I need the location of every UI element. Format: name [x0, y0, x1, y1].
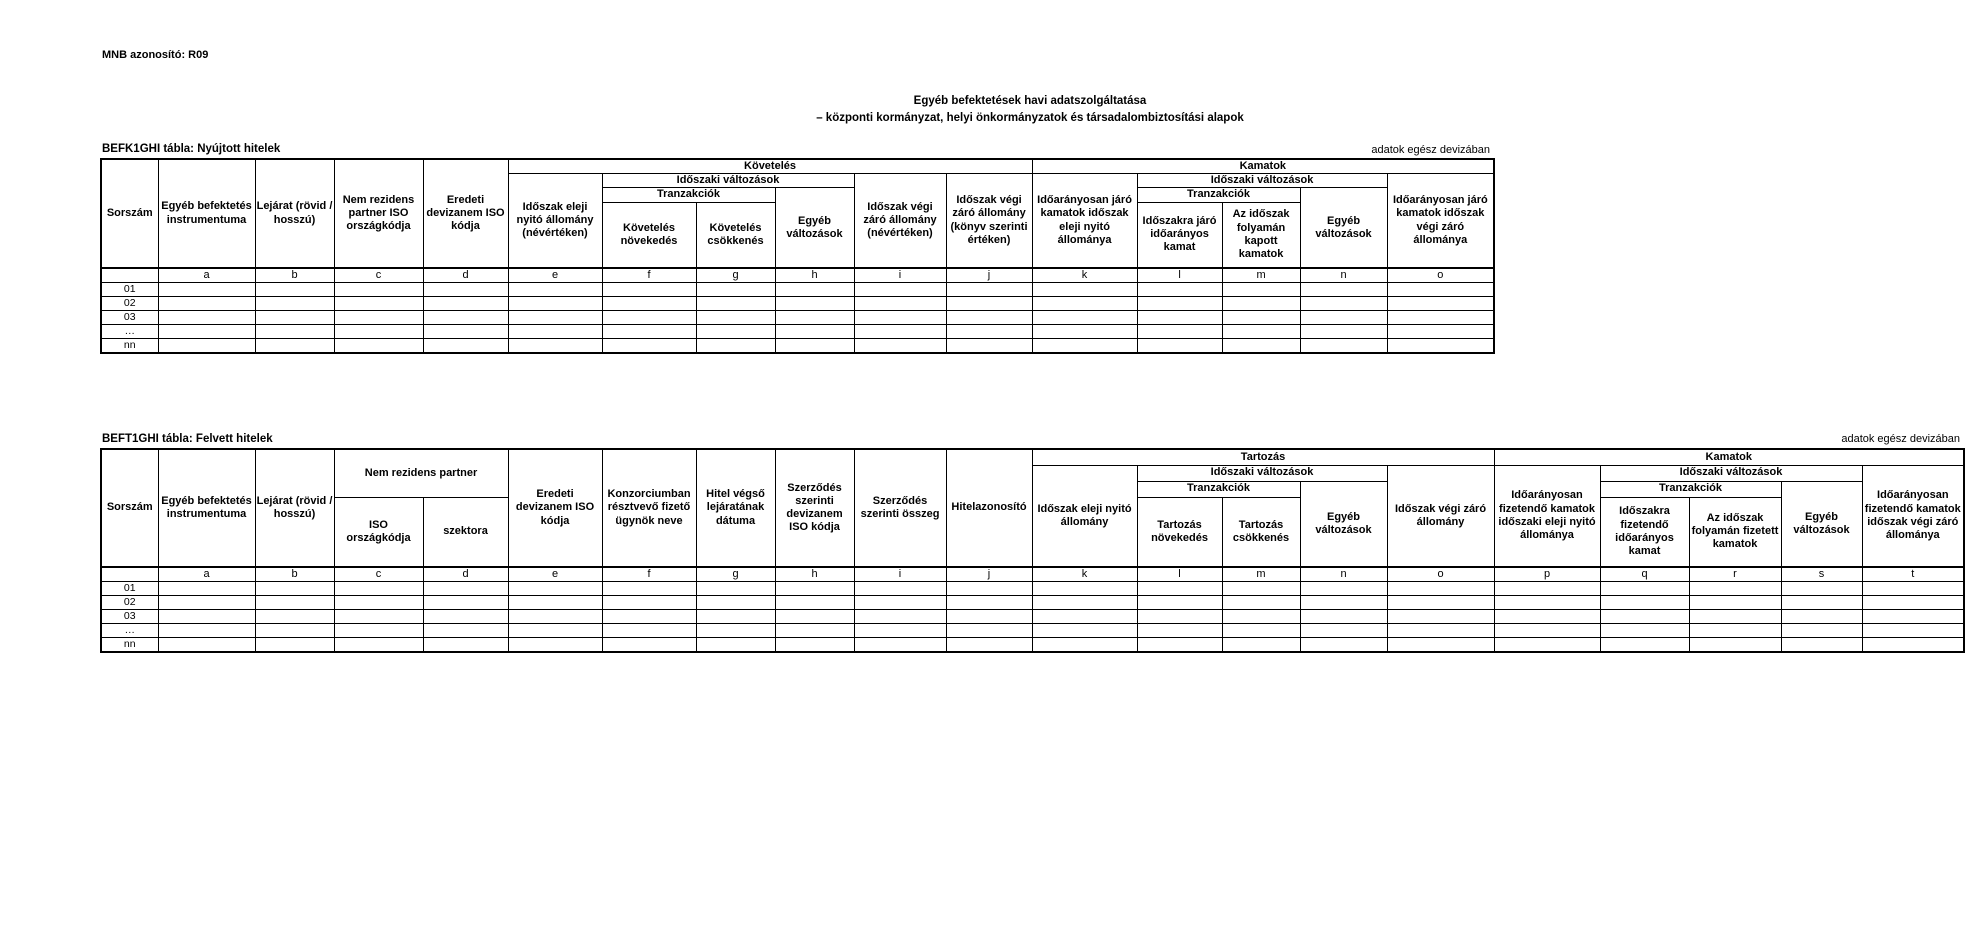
t2-cell[interactable]: [1689, 624, 1781, 638]
t2-cell[interactable]: [1781, 596, 1862, 610]
t2-cell[interactable]: [158, 624, 255, 638]
t2-h-j: Hitelazonosító: [946, 449, 1032, 567]
t1-idoszaki: Időszaki változások: [602, 174, 854, 188]
t2-cell[interactable]: [158, 582, 255, 596]
t1-cell[interactable]: [1387, 297, 1494, 311]
t2-cell[interactable]: [508, 624, 602, 638]
t2-cell[interactable]: [508, 582, 602, 596]
t1-h-a: Egyéb befektetés instrumentuma: [158, 159, 255, 268]
t2-cell[interactable]: [696, 610, 775, 624]
t1-h-d: Eredeti devizanem ISO kódja: [423, 159, 508, 268]
t1-tranz-kamat: Tranzakciók: [1137, 188, 1300, 202]
t1-cell[interactable]: [423, 283, 508, 297]
t1-letter: i: [854, 268, 946, 283]
t2-row-number: nn: [101, 638, 158, 652]
t1-h-e: Időszak eleji nyitó állomány (névértéken): [508, 174, 602, 268]
t2-cell[interactable]: [775, 596, 854, 610]
t2-letter: b: [255, 567, 334, 582]
t2-h-s: Egyéb változások: [1781, 481, 1862, 567]
t1-letter: n: [1300, 268, 1387, 283]
t2-letter: h: [775, 567, 854, 582]
t1-h-n: Egyéb változások: [1300, 188, 1387, 268]
t2-cell[interactable]: [1689, 582, 1781, 596]
t1-cell[interactable]: [508, 283, 602, 297]
t2-h-g: Hitel végső lejáratának dátuma: [696, 449, 775, 567]
t2-cell[interactable]: [1862, 638, 1964, 652]
t1-cell[interactable]: [255, 325, 334, 339]
t2-cell[interactable]: [1781, 638, 1862, 652]
t1-cell[interactable]: [508, 297, 602, 311]
t2-cell[interactable]: [854, 610, 946, 624]
t1-cell[interactable]: [423, 339, 508, 353]
t2-h-b: Lejárat (rövid / hosszú): [255, 449, 334, 567]
t2-cell[interactable]: [508, 596, 602, 610]
t1-h-m: Az időszak folyamán kapott kamatok: [1222, 202, 1300, 268]
t2-h-m: Tartozás csökkenés: [1222, 497, 1300, 567]
t2-h-o: Időszak végi záró állomány: [1387, 465, 1494, 567]
t2-h-e: Eredeti devizanem ISO kódja: [508, 449, 602, 567]
t1-letter: h: [775, 268, 854, 283]
t1-cell[interactable]: [696, 311, 775, 325]
t2-cell[interactable]: [1387, 596, 1494, 610]
t2-h-l: Tartozás növekedés: [1137, 497, 1222, 567]
t1-letter: o: [1387, 268, 1494, 283]
t1-cell[interactable]: [1300, 339, 1387, 353]
t1-h-c: Nem rezidens partner ISO országkódja: [334, 159, 423, 268]
t2-cell[interactable]: [158, 596, 255, 610]
t1-cell[interactable]: [1222, 297, 1300, 311]
t1-h-h: Egyéb változások: [775, 188, 854, 268]
t2-cell[interactable]: [1494, 638, 1600, 652]
t2-letter: r: [1689, 567, 1781, 582]
t2-cell[interactable]: [1137, 638, 1222, 652]
t2-cell[interactable]: [854, 624, 946, 638]
table1-name: BEFK1GHI tábla: Nyújtott hitelek: [102, 143, 281, 155]
t1-h-o: Időarányosan járó kamatok időszak végi záró állománya: [1387, 174, 1494, 268]
t2-cell[interactable]: [854, 596, 946, 610]
t1-cell[interactable]: [602, 325, 696, 339]
t2-h-n: Egyéb változások: [1300, 481, 1387, 567]
t2-cell[interactable]: [1032, 596, 1137, 610]
t2-cell[interactable]: [508, 610, 602, 624]
t2-cell[interactable]: [602, 610, 696, 624]
t2-h-p: Időarányosan fizetendő kamatok időszaki eleji nyitó állománya: [1494, 465, 1600, 567]
t2-cell[interactable]: [1781, 624, 1862, 638]
t2-cell[interactable]: [1689, 596, 1781, 610]
t2-letter: o: [1387, 567, 1494, 582]
t1-cell[interactable]: [602, 283, 696, 297]
t2-letter-blank: [101, 567, 158, 582]
t2-h-i: Szerződés szerinti összeg: [854, 449, 946, 567]
t1-letter: l: [1137, 268, 1222, 283]
t1-cell[interactable]: [602, 297, 696, 311]
table1-loans-granted: [100, 158, 1495, 354]
t2-cell[interactable]: [1689, 638, 1781, 652]
t2-row-number: 03: [101, 610, 158, 624]
t1-cell[interactable]: [508, 311, 602, 325]
t1-row-number: 01: [101, 283, 158, 297]
t2-cell[interactable]: [775, 582, 854, 596]
t2-cell[interactable]: [946, 582, 1032, 596]
t1-cell[interactable]: [158, 283, 255, 297]
t2-cell[interactable]: [508, 638, 602, 652]
t1-cell[interactable]: [1387, 339, 1494, 353]
t2-letter: f: [602, 567, 696, 582]
t2-cell[interactable]: [1032, 610, 1137, 624]
t2-letter: e: [508, 567, 602, 582]
t2-cell[interactable]: [1222, 582, 1300, 596]
t1-cell[interactable]: [1137, 297, 1222, 311]
t2-cell[interactable]: [255, 610, 334, 624]
t2-cell[interactable]: [854, 638, 946, 652]
t1-letter: a: [158, 268, 255, 283]
t2-letter: a: [158, 567, 255, 582]
t2-cell[interactable]: [1600, 610, 1689, 624]
t1-letter-blank: [101, 268, 158, 283]
t1-cell[interactable]: [854, 339, 946, 353]
t2-cell[interactable]: [946, 624, 1032, 638]
t2-letter: j: [946, 567, 1032, 582]
t2-cell[interactable]: [775, 638, 854, 652]
t1-cell[interactable]: [1032, 339, 1137, 353]
t2-letter: i: [854, 567, 946, 582]
t1-cell[interactable]: [1300, 283, 1387, 297]
t2-cell[interactable]: [1032, 624, 1137, 638]
t2-cell[interactable]: [1137, 596, 1222, 610]
t2-h-a: Egyéb befektetés instrumentuma: [158, 449, 255, 567]
t2-cell[interactable]: [423, 624, 508, 638]
t2-h-f: Konzorciumban résztvevő fizető ügynök neve: [602, 449, 696, 567]
t1-cell[interactable]: [775, 297, 854, 311]
t2-cell[interactable]: [602, 596, 696, 610]
table2-unit: adatok egész devizában: [1841, 433, 1960, 445]
t1-cell[interactable]: [1222, 311, 1300, 325]
t2-group-tartozas: Tartozás: [1032, 449, 1494, 465]
t2-letter: n: [1300, 567, 1387, 582]
t1-row-number: 02: [101, 297, 158, 311]
t2-cell[interactable]: [1600, 624, 1689, 638]
t2-idoszaki: Időszaki változások: [1137, 465, 1387, 481]
t2-cell[interactable]: [696, 624, 775, 638]
t1-cell[interactable]: [255, 297, 334, 311]
t2-cell[interactable]: [1387, 638, 1494, 652]
t1-cell[interactable]: [946, 325, 1032, 339]
t1-cell[interactable]: [334, 339, 423, 353]
t1-h-f: Követelés növekedés: [602, 202, 696, 268]
t1-cell[interactable]: [1300, 297, 1387, 311]
t2-cell[interactable]: [1600, 582, 1689, 596]
t2-cell[interactable]: [602, 638, 696, 652]
table2-name: BEFT1GHI tábla: Felvett hitelek: [102, 433, 273, 445]
t2-cell[interactable]: [1689, 610, 1781, 624]
t2-letter: t: [1862, 567, 1964, 582]
t1-letter: f: [602, 268, 696, 283]
t1-cell[interactable]: [334, 325, 423, 339]
t2-h-k: Időszak eleji nyitó állomány: [1032, 465, 1137, 567]
t2-letter: q: [1600, 567, 1689, 582]
t1-letter: e: [508, 268, 602, 283]
t1-cell[interactable]: [775, 311, 854, 325]
t2-cell[interactable]: [1862, 582, 1964, 596]
t1-cell[interactable]: [775, 339, 854, 353]
t2-h-q: Időszakra fizetendő időarányos kamat: [1600, 497, 1689, 567]
t1-cell[interactable]: [334, 283, 423, 297]
t2-h-d: szektora: [423, 497, 508, 567]
t2-cell[interactable]: [158, 638, 255, 652]
t2-cell[interactable]: [1300, 638, 1387, 652]
t1-cell[interactable]: [1137, 311, 1222, 325]
t2-cell[interactable]: [1137, 624, 1222, 638]
t2-cell[interactable]: [1387, 610, 1494, 624]
t2-cell[interactable]: [775, 610, 854, 624]
t2-cell[interactable]: [255, 582, 334, 596]
t2-group-kamatok: Kamatok: [1494, 449, 1964, 465]
t1-letter: c: [334, 268, 423, 283]
t1-group-kamatok: Kamatok: [1032, 159, 1494, 174]
t2-cell[interactable]: [1387, 582, 1494, 596]
t2-letter: c: [334, 567, 423, 582]
t2-cell[interactable]: [946, 638, 1032, 652]
t2-cell[interactable]: [1300, 582, 1387, 596]
t2-cell[interactable]: [1300, 596, 1387, 610]
t1-cell[interactable]: [602, 339, 696, 353]
t2-h-c: ISO országkódja: [334, 497, 423, 567]
table2-loans-taken: [100, 448, 1965, 653]
t2-cell[interactable]: [696, 638, 775, 652]
t1-h-g: Követelés csökkenés: [696, 202, 775, 268]
t2-cell[interactable]: [423, 610, 508, 624]
t1-cell[interactable]: [334, 297, 423, 311]
t1-cell[interactable]: [1222, 339, 1300, 353]
t2-h-h: Szerződés szerinti devizanem ISO kódja: [775, 449, 854, 567]
t2-cell[interactable]: [334, 624, 423, 638]
t1-cell[interactable]: [158, 311, 255, 325]
t1-cell[interactable]: [334, 311, 423, 325]
t1-cell[interactable]: [1137, 339, 1222, 353]
t1-cell[interactable]: [255, 283, 334, 297]
t1-h-b: Lejárat (rövid / hosszú): [255, 159, 334, 268]
t2-letter: s: [1781, 567, 1862, 582]
table1-unit: adatok egész devizában: [1371, 144, 1490, 156]
t1-cell[interactable]: [854, 325, 946, 339]
t1-letter: d: [423, 268, 508, 283]
t2-cell[interactable]: [1600, 638, 1689, 652]
t1-cell[interactable]: [423, 311, 508, 325]
t1-h-l: Időszakra járó időarányos kamat: [1137, 202, 1222, 268]
t1-cell[interactable]: [854, 311, 946, 325]
t2-cell[interactable]: [334, 610, 423, 624]
t2-cell[interactable]: [158, 610, 255, 624]
t2-letter: g: [696, 567, 775, 582]
t2-cell[interactable]: [1222, 624, 1300, 638]
t2-cell[interactable]: [696, 582, 775, 596]
t1-cell[interactable]: [854, 297, 946, 311]
t1-letter: j: [946, 268, 1032, 283]
t2-row-number: 01: [101, 582, 158, 596]
t1-cell[interactable]: [1032, 311, 1137, 325]
t2-letter: p: [1494, 567, 1600, 582]
t1-row-number: 03: [101, 311, 158, 325]
t2-cell[interactable]: [602, 582, 696, 596]
t1-cell[interactable]: [1032, 283, 1137, 297]
t2-cell[interactable]: [1300, 610, 1387, 624]
t2-cell[interactable]: [334, 596, 423, 610]
t2-cell[interactable]: [946, 596, 1032, 610]
t1-h-k: Időarányosan járó kamatok időszak eleji nyitó állománya: [1032, 174, 1137, 268]
t2-letter: m: [1222, 567, 1300, 582]
t2-cell[interactable]: [255, 638, 334, 652]
t2-cell[interactable]: [1494, 582, 1600, 596]
t1-cell[interactable]: [423, 325, 508, 339]
t1-cell[interactable]: [158, 325, 255, 339]
t2-letter: l: [1137, 567, 1222, 582]
t2-cell[interactable]: [1494, 596, 1600, 610]
t1-cell[interactable]: [1387, 311, 1494, 325]
t1-row-number: …: [101, 325, 158, 339]
mnb-id: MNB azonosító: R09: [102, 49, 209, 61]
t2-cell[interactable]: [1032, 582, 1137, 596]
t2-cell[interactable]: [255, 596, 334, 610]
t2-cell[interactable]: [1222, 638, 1300, 652]
t2-cell[interactable]: [696, 596, 775, 610]
t2-cell[interactable]: [423, 638, 508, 652]
t2-cell[interactable]: [1862, 624, 1964, 638]
t2-cell[interactable]: [423, 582, 508, 596]
t1-cell[interactable]: [1300, 325, 1387, 339]
t2-cell[interactable]: [1862, 596, 1964, 610]
t1-cell[interactable]: [696, 325, 775, 339]
t1-letter: m: [1222, 268, 1300, 283]
t1-cell[interactable]: [946, 283, 1032, 297]
report-subtitle: – központi kormányzat, helyi önkormányzatok és társadalombiztosítási alapok: [816, 112, 1244, 124]
t2-cell[interactable]: [946, 610, 1032, 624]
t2-cell[interactable]: [1781, 582, 1862, 596]
t2-letter: k: [1032, 567, 1137, 582]
t1-cell[interactable]: [1222, 283, 1300, 297]
t1-cell[interactable]: [255, 311, 334, 325]
t1-idoszaki-kamat: Időszaki változások: [1137, 174, 1387, 188]
t1-cell[interactable]: [1387, 325, 1494, 339]
t1-cell[interactable]: [508, 339, 602, 353]
t1-cell[interactable]: [1032, 325, 1137, 339]
t1-cell[interactable]: [1222, 325, 1300, 339]
t2-h-r: Az időszak folyamán fizetett kamatok: [1689, 497, 1781, 567]
t1-cell[interactable]: [423, 297, 508, 311]
t2-h-t: Időarányosan fizetendő kamatok időszak végi záró állománya: [1862, 465, 1964, 567]
t1-cell[interactable]: [255, 339, 334, 353]
t1-cell[interactable]: [1137, 325, 1222, 339]
t1-letter: b: [255, 268, 334, 283]
t1-tranz: Tranzakciók: [602, 188, 775, 202]
t1-h-j: Időszak végi záró állomány (könyv szerinti értéken): [946, 174, 1032, 268]
t2-cell[interactable]: [334, 638, 423, 652]
t1-cell[interactable]: [1137, 283, 1222, 297]
t2-tranz: Tranzakciók: [1137, 481, 1300, 497]
t2-tranz-kamat: Tranzakciók: [1600, 481, 1781, 497]
t2-cell[interactable]: [255, 624, 334, 638]
t1-cell[interactable]: [696, 283, 775, 297]
t2-h-sorszam: Sorszám: [101, 449, 158, 567]
t1-letter: g: [696, 268, 775, 283]
t2-cell[interactable]: [1781, 610, 1862, 624]
t2-cell[interactable]: [854, 582, 946, 596]
t2-cell[interactable]: [602, 624, 696, 638]
t2-cell[interactable]: [1494, 624, 1600, 638]
t1-group-kovetes: Követelés: [508, 159, 1032, 174]
t1-row-number: nn: [101, 339, 158, 353]
t2-cell[interactable]: [1600, 596, 1689, 610]
t1-cell[interactable]: [602, 311, 696, 325]
t2-cell[interactable]: [1494, 610, 1600, 624]
t2-idoszaki-kamat: Időszaki változások: [1600, 465, 1862, 481]
t2-row-number: 02: [101, 596, 158, 610]
t2-cell[interactable]: [1387, 624, 1494, 638]
t2-cell[interactable]: [1862, 610, 1964, 624]
t1-cell[interactable]: [158, 339, 255, 353]
t1-cell[interactable]: [946, 339, 1032, 353]
t2-cell[interactable]: [334, 582, 423, 596]
t1-cell[interactable]: [946, 311, 1032, 325]
t2-cell[interactable]: [1137, 610, 1222, 624]
t2-cell[interactable]: [1222, 596, 1300, 610]
t1-h-sorszam: Sorszám: [101, 159, 158, 268]
t1-cell[interactable]: [946, 297, 1032, 311]
t1-cell[interactable]: [775, 325, 854, 339]
t1-cell[interactable]: [696, 339, 775, 353]
t1-cell[interactable]: [1032, 297, 1137, 311]
t1-h-i: Időszak végi záró állomány (névértéken): [854, 174, 946, 268]
t2-letter: d: [423, 567, 508, 582]
t1-cell[interactable]: [854, 283, 946, 297]
t1-cell[interactable]: [1387, 283, 1494, 297]
t2-group-partner: Nem rezidens partner: [334, 449, 508, 497]
report-title: Egyéb befektetések havi adatszolgáltatása: [913, 95, 1147, 107]
t2-cell[interactable]: [1137, 582, 1222, 596]
t1-cell[interactable]: [1300, 311, 1387, 325]
t2-row-number: …: [101, 624, 158, 638]
t1-cell[interactable]: [508, 325, 602, 339]
t1-cell[interactable]: [775, 283, 854, 297]
t2-cell[interactable]: [775, 624, 854, 638]
t1-cell[interactable]: [158, 297, 255, 311]
t2-cell[interactable]: [1300, 624, 1387, 638]
t1-cell[interactable]: [696, 297, 775, 311]
t2-cell[interactable]: [1222, 610, 1300, 624]
t2-cell[interactable]: [1032, 638, 1137, 652]
t1-letter: k: [1032, 268, 1137, 283]
t2-cell[interactable]: [423, 596, 508, 610]
